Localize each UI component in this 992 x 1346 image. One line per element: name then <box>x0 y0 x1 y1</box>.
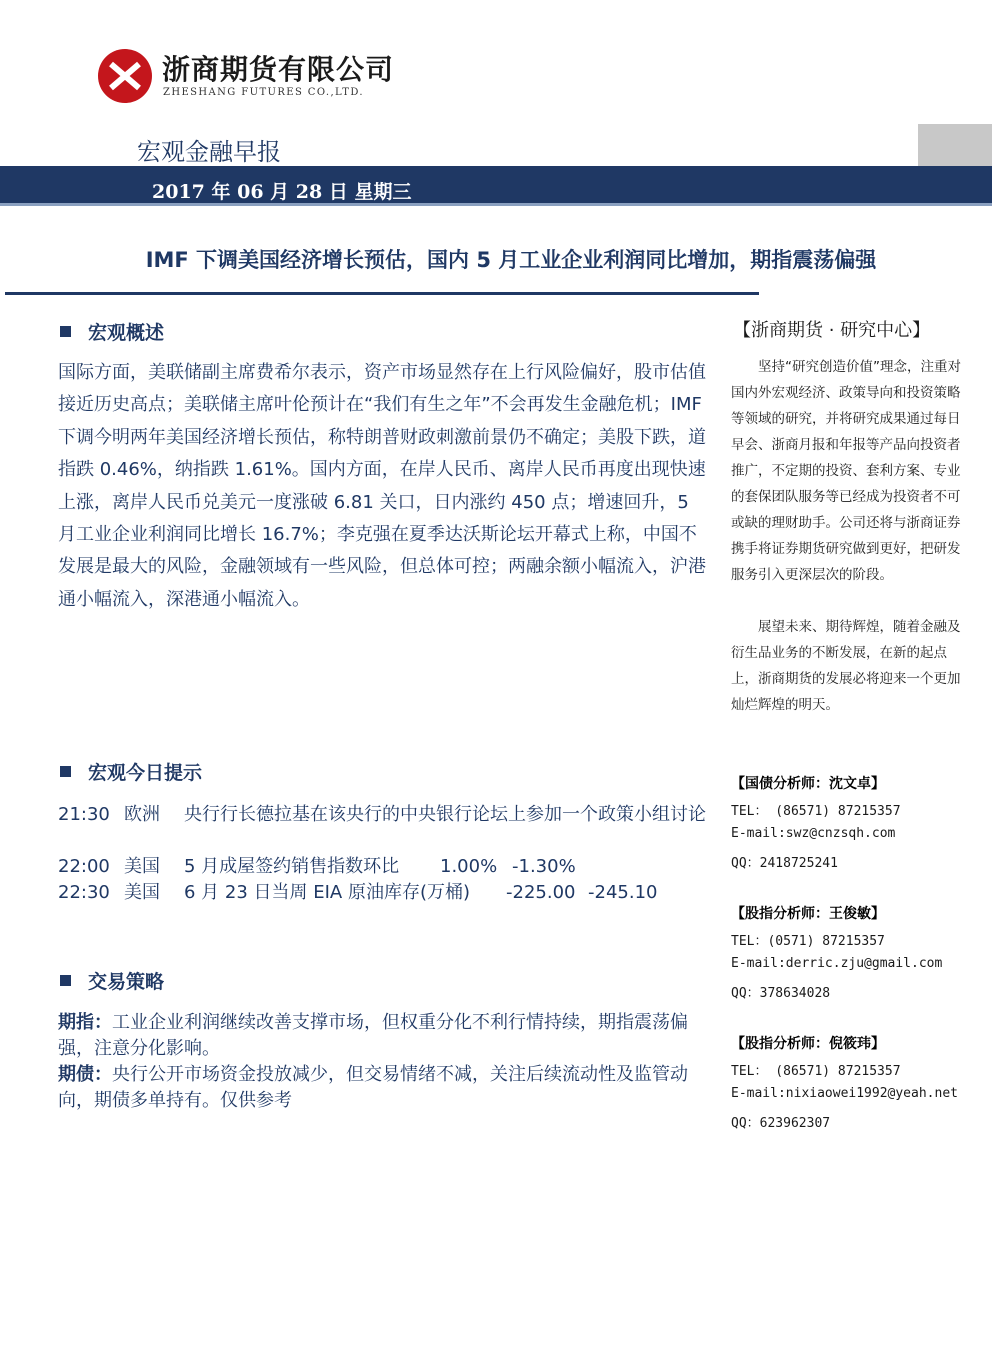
research-center-title: 【浙商期货 · 研究中心】 <box>733 320 931 341</box>
company-name-en: ZHESHANG FUTURES CO.,LTD. <box>163 87 364 98</box>
analyst-tel: TEL： (86571) 87215357 <box>731 1064 901 1079</box>
calendar-event: 5 月成屋签约销售指数环比 <box>184 856 400 877</box>
calendar-region: 美国 <box>124 882 160 903</box>
calendar-previous: -1.30% <box>512 856 576 877</box>
calendar-actual: -225.00 <box>506 882 576 903</box>
bullet-square-icon <box>60 326 71 337</box>
bullet-square-icon <box>60 975 71 986</box>
calendar-section-heading <box>60 758 202 785</box>
calendar-event: 6 月 23 日当周 EIA 原油库存(万桶) <box>184 882 471 903</box>
overview-title: 宏观概述 <box>88 322 165 344</box>
headline-divider <box>5 292 759 295</box>
analyst-heading: 【股指分析师：王俊敏】 <box>731 906 885 922</box>
overview-paragraph: 国际方面，美联储副主席费希尔表示，资产市场显然存在上行风险偏好，股市估值接近历史高点；美联储主席叶伦预计在“我们有生之年”不会再发生金融危机；IMF 下调今明两年美国经济增长预估，称特朗普财政刺激前景仍不确定；美股下跌，道指跌 0.46%，纳指跌 1.61%。国内方面，在岸人民币、离岸人民币再度出现快速上涨，离岸人民币兑美元一度涨破 6.81 关口，日内涨约 450 点；增速回升，5 月工业企业利润同比增长 16.7%；李克强在夏季达沃斯论坛开幕式上称，中国不发展是最大的风险，金融领域有一些风险，但总体可控；两融余额小幅流入，沪港通小幅流入，深港通小幅流入。 <box>58 362 706 610</box>
strategy-label: 期指： <box>58 1012 112 1033</box>
analyst-tel: TEL：(0571) 87215357 <box>731 934 885 949</box>
calendar-row <box>58 880 710 906</box>
date-bar <box>0 166 992 206</box>
calendar-region: 美国 <box>124 856 160 877</box>
strategy-item <box>58 1010 710 1062</box>
research-center-intro: 坚持“研究创造价值”理念，注重对国内外宏观经济、政策导向和投资策略等领域的研究，并将研究成果通过每日早会、浙商月报和年报等产品向投资者推广，不定期的投资、套利方案、专业的套保团队服务等已经成为投资者不可或缺的理财助手。公司还将与浙商证券携手将证券期货研究做到更好，把研发服务引入更深层次的阶段。 <box>731 359 961 583</box>
calendar-row <box>58 802 710 828</box>
analyst-qq: QQ：2418725241 <box>731 856 838 871</box>
calendar-title: 宏观今日提示 <box>88 762 203 784</box>
strategy-text: 央行公开市场资金投放减少，但交易情绪不减，关注后续流动性及监管动向，期债多单持有。仅供参考 <box>58 1064 688 1111</box>
calendar-actual: 1.00% <box>440 856 498 877</box>
analyst-email-link[interactable]: E-mail:derric.zju@gmail.com <box>731 956 943 971</box>
strategy-item <box>58 1062 710 1114</box>
overview-section-heading <box>60 318 164 345</box>
analyst-email-link[interactable]: E-mail:swz@cnzsqh.com <box>731 826 896 841</box>
calendar-time: 22:00 <box>58 856 110 877</box>
report-headline: IMF 下调美国经济增长预估，国内 5 月工业企业利润同比增加，期指震荡偏强 <box>145 248 877 272</box>
analyst-qq: QQ：378634028 <box>731 986 831 1001</box>
strategy-title: 交易策略 <box>88 971 165 993</box>
calendar-event: 央行行长德拉基在该央行的中央银行论坛上参加一个政策小组讨论 <box>184 804 706 825</box>
bullet-square-icon <box>60 766 71 777</box>
report-date: 2017 年 06 月 28 日 星期三 <box>152 181 412 203</box>
calendar-row <box>58 854 710 880</box>
analyst-heading: 【国债分析师：沈文卓】 <box>731 776 885 792</box>
report-type-title: 宏观金融早报 <box>137 138 281 166</box>
calendar-region: 欧洲 <box>124 804 160 825</box>
company-name-cn: 浙商期货有限公司 <box>162 53 395 86</box>
calendar-previous: -245.10 <box>588 882 658 903</box>
strategy-text: 工业企业利润继续改善支撑市场，但权重分化不利行情持续，期指震荡偏强，注意分化影响。 <box>58 1012 688 1059</box>
research-center-outlook: 展望未来、期待辉煌，随着金融及衍生品业务的不断发展，在新的起点上，浙商期货的发展必将迎来一个更加灿烂辉煌的明天。 <box>731 619 961 713</box>
calendar-time: 21:30 <box>58 804 110 825</box>
analyst-heading: 【股指分析师：倪筱玮】 <box>731 1036 885 1052</box>
analyst-qq: QQ：623962307 <box>731 1116 831 1131</box>
header-decoration-box <box>918 124 992 166</box>
strategy-section-heading <box>60 967 164 994</box>
strategy-label: 期债： <box>58 1064 112 1085</box>
company-logo-icon <box>97 48 153 104</box>
analyst-email-link[interactable]: E-mail:nixiaowei1992@yeah.net <box>731 1086 958 1101</box>
calendar-time: 22:30 <box>58 882 110 903</box>
analyst-tel: TEL： (86571) 87215357 <box>731 804 901 819</box>
